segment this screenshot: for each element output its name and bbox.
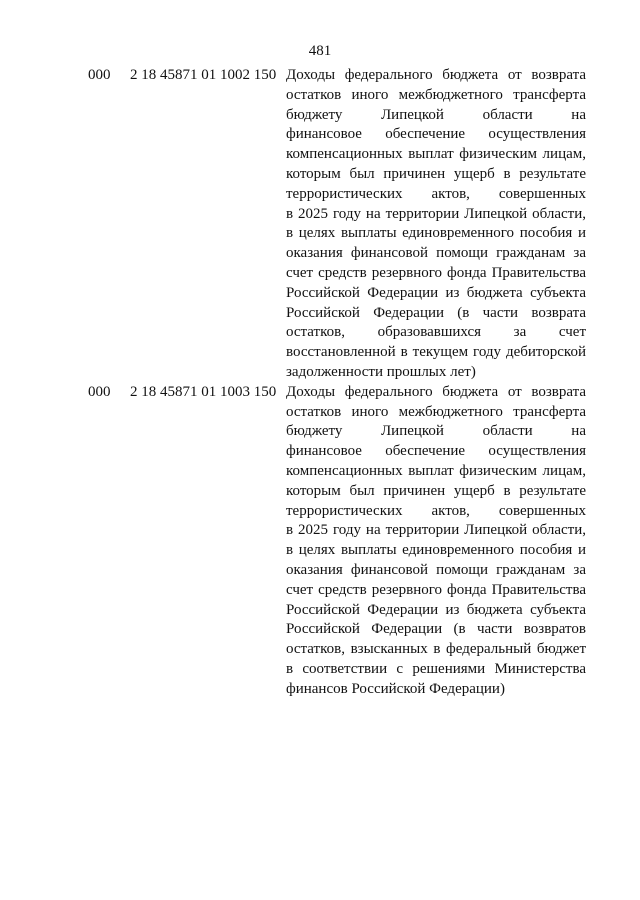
description-line: в 2025 году на территории Липецкой области, [286,522,586,539]
admin-code: 000 [88,383,111,400]
description-line: счет средств резервного фонда Правительства [286,264,586,281]
description-line: которым был причинен ущерб в результате [286,482,586,499]
revenue-code: 2 18 45871 01 1003 150 [130,383,277,400]
page-number: 481 [308,43,332,59]
admin-code: 000 [88,67,111,83]
description-line: бюджету Липецкой области на [286,106,586,123]
description-line: задолженности прошлых лет) [286,363,476,380]
revenue-code-table [0,66,640,700]
description-line: в целях выплаты единовременного пособия и [286,542,586,559]
table-row [0,383,640,700]
description-line: Доходы федерального бюджета от возврата [286,383,586,400]
description-line: в 2025 году на территории Липецкой области, [286,205,586,222]
description-line: восстановленной в текущем году дебиторской [286,344,586,361]
description-line: финансовое обеспечение осуществления [286,126,586,143]
description-line: финансовое обеспечение осуществления [286,443,586,460]
description-line: террористических актов, совершенных [286,502,586,519]
description-line: оказания финансовой помощи гражданам за [286,561,586,578]
description-line: Российской Федерации из бюджета субъекта [286,601,586,618]
description-line: Российской Федерации (в части возврата [286,304,586,321]
revenue-code: 2 18 45871 01 1002 150 [130,67,277,83]
description-line: Доходы федерального бюджета от возврата [286,67,586,83]
description-line: счет средств резервного фонда Правительства [286,581,586,598]
description-line: компенсационных выплат физическим лицам, [286,146,586,163]
description-line: компенсационных выплат физическим лицам, [286,462,586,479]
description-line: террористических актов, совершенных [286,185,586,202]
description-line: остатков иного межбюджетного трансферта [286,403,586,420]
description-line: Российской Федерации (в части возвратов [286,621,586,638]
revenue-description [286,383,586,700]
description-line: в целях выплаты единовременного пособия и [286,225,586,242]
description-line: в соответствии с решениями Министерства [286,660,586,677]
revenue-description [286,66,586,383]
description-line: которым был причинен ущерб в результате [286,165,586,182]
description-line: оказания финансовой помощи гражданам за [286,245,586,262]
description-line: остатков иного межбюджетного трансферта [286,86,586,103]
description-line: остатков, взысканных в федеральный бюджет [286,641,586,658]
description-line: финансов Российской Федерации) [286,680,505,697]
description-line: бюджету Липецкой области на [286,423,586,440]
description-line: остатков, образовавшихся за счет [286,324,586,341]
table-row [0,66,640,383]
description-line: Российской Федерации из бюджета субъекта [286,284,586,301]
